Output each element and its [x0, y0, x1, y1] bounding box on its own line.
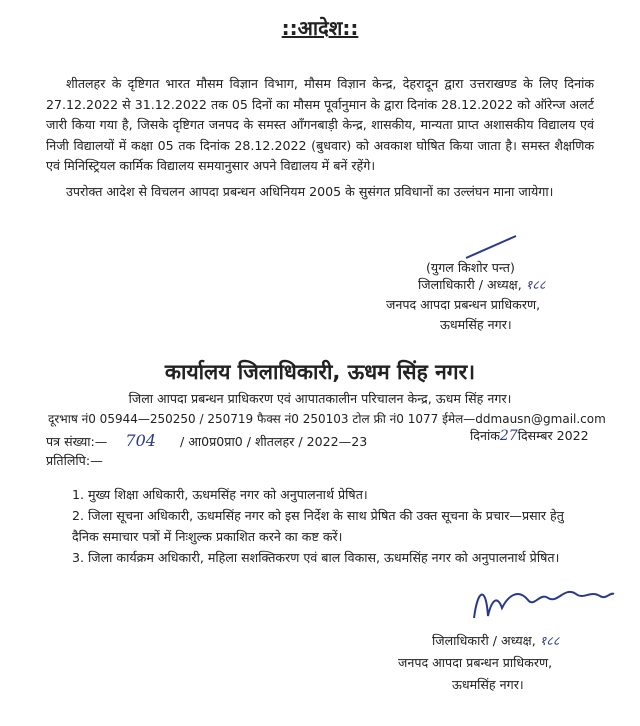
letter-number-handwritten: 704: [125, 431, 156, 450]
place-line-2: ऊधमसिंह नगर।: [452, 677, 524, 692]
office-contact: दूरभाष नं0 05944—250250 / 250719 फैक्स नं0 250103 टोल फ्री नं0 1077 ईमेल—ddmausn@gmail.com: [48, 412, 606, 426]
signer-designation: [418, 276, 545, 293]
place-line: ऊधमसिंह नगर।: [440, 317, 512, 332]
letter-number-suffix: / आ0प्र0प्रा0 / शीतलहर / 2022—23: [179, 434, 368, 449]
office-title: कार्यालय जिलाधिकारी, ऊधम सिंह नगर।: [164, 360, 476, 384]
order-title: ::आदेश::: [281, 16, 359, 40]
letter-number: [46, 431, 367, 450]
signer-name: (युगल किशोर पन्त): [426, 260, 515, 275]
copy-list-item: 3. जिला कार्यक्रम अधिकारी, महिला सशक्तिकरण एवं बाल विकास, ऊधमसिंह नगर को अनुपालनार्थ प्रेषित।: [72, 550, 560, 565]
designation-text: जिलाधिकारी / अध्यक्ष,: [418, 277, 522, 292]
copy-list-item: 1. मुख्य शिक्षा अधिकारी, ऊधमसिंह नगर को अनुपालनार्थ प्रेषित।: [72, 487, 368, 502]
designation-text-2: जिलाधिकारी / अध्यक्ष,: [432, 633, 536, 648]
handwritten-mark-2: १८८: [539, 633, 560, 648]
order-paragraph-1: शीतलहर के दृष्टिगत भारत मौसम विज्ञान विभाग, मौसम विज्ञान केन्द्र, देहरादून द्वारा उत्तराखण्ड के लिए दिनांक 27.12.2022 से 31.12.2022 तक 05 दिनों का मौसम पूर्वानुमान के द्वारा दिनांक 28.12.2022 को ऑरेन्ज अलर्ट जारी किया गया है, जिसके दृष्टिगत जनपद के समस्त आँगनबाड़ी केन्द्र, शासकीय, मान्यता प्राप्त अशासकीय विद्यालय एवं निजी विद्यालयों में कक्षा 05 तक दिनांक 28.12.2022 (बुधवार) को अवकाश घोषित किया जाता है। समस्त शैक्षणिक एवं मिनिस्ट्रियल कार्मिक विद्यालय समयानुसार अपने विद्यालय में बनें रहेंगे।: [46, 76, 594, 174]
date-handwritten: 27: [499, 428, 518, 444]
office-subtitle: जिला आपदा प्रबन्धन प्राधिकरण एवं आपातकालीन परिचालन केन्द्र, ऊधम सिंह नगर।: [128, 391, 512, 406]
letter-number-label: पत्र संख्या:—: [46, 434, 108, 449]
date-label: दिनांक: [470, 428, 500, 443]
signature-scribble-2: [468, 578, 618, 626]
authority-line-2: जनपद आपदा प्रबन्धन प्राधिकरण,: [398, 655, 553, 670]
order-paragraph-2: उपरोक्त आदेश से विचलन आपदा प्रबन्धन अधिनियम 2005 के सुसंगत प्रविधानों का उल्लंघन माना जायेगा।: [66, 184, 554, 199]
authority-line: जनपद आपदा प्रबन्धन प्राधिकरण,: [386, 297, 541, 312]
handwritten-mark: १८८: [525, 277, 546, 292]
signature-stroke-1: [462, 232, 522, 262]
date-suffix: दिसम्बर 2022: [517, 428, 589, 443]
copy-to-label: प्रतिलिपि:—: [46, 453, 103, 468]
copy-list-item: 2. जिला सूचना अधिकारी, ऊधमसिंह नगर को इस निर्देश के साथ प्रेषित की उक्त सूचना के प्रचार—प्रसार हेतु दैनिक समाचार पत्रों में निःशुल्क प्रकाशित करने का कष्ट करें।: [72, 508, 564, 544]
letter-date: [470, 427, 589, 444]
signer-designation-2: [432, 632, 559, 649]
